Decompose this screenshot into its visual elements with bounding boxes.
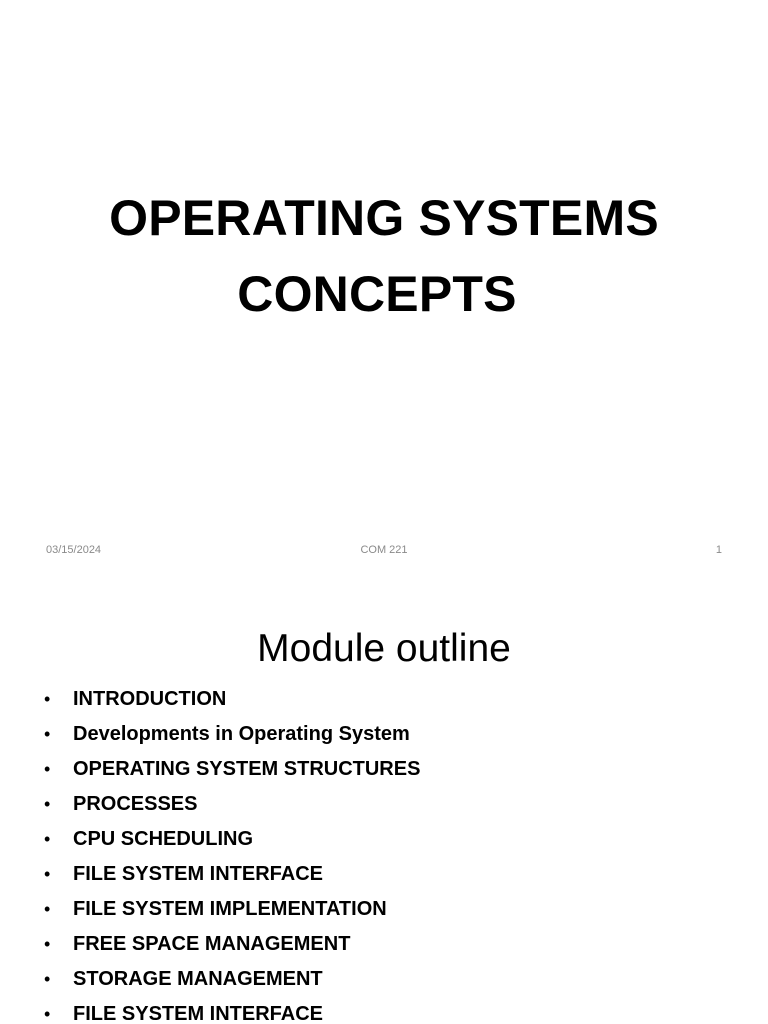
bullet-icon: •	[44, 864, 51, 884]
list-item	[44, 997, 420, 1024]
list-item-text: CPU SCHEDULING	[73, 828, 254, 850]
list-item-text: FILE SYSTEM INTERFACE	[73, 863, 324, 885]
bullet-icon: •	[44, 1004, 51, 1024]
bullet-icon: •	[44, 759, 51, 779]
list-item	[44, 787, 420, 822]
list-item	[44, 752, 420, 787]
list-item-text: OPERATING SYSTEM STRUCTURES	[73, 758, 421, 780]
bullet-icon: •	[44, 969, 51, 989]
list-item-text: INTRODUCTION	[73, 688, 227, 710]
footer-page-number: 1	[715, 544, 722, 556]
bullet-icon: •	[44, 934, 51, 954]
outline-heading: Module outline	[257, 627, 511, 670]
slide-title-line-2: CONCEPTS	[237, 266, 517, 322]
list-item-text: PROCESSES	[73, 793, 198, 815]
bullet-icon: •	[44, 724, 51, 744]
slide-title	[0, 180, 768, 332]
outline-list	[44, 682, 420, 1024]
list-item	[44, 857, 420, 892]
bullet-icon: •	[44, 829, 51, 849]
list-item-text: FREE SPACE MANAGEMENT	[73, 933, 351, 955]
list-item-text: FILE SYSTEM IMPLEMENTATION	[73, 898, 387, 920]
slide-title-line-1: OPERATING SYSTEMS	[109, 190, 659, 246]
list-item-text: STORAGE MANAGEMENT	[73, 968, 323, 990]
list-item	[44, 927, 420, 962]
list-item	[44, 717, 420, 752]
list-item	[44, 962, 420, 997]
outline-slide	[0, 576, 768, 1024]
footer-date: 03/15/2024	[46, 544, 102, 556]
list-item	[44, 682, 420, 717]
bullet-icon: •	[44, 689, 51, 709]
list-item	[44, 822, 420, 857]
bullet-icon: •	[44, 899, 51, 919]
bullet-icon: •	[44, 794, 51, 814]
list-item	[44, 892, 420, 927]
list-item-text: FILE SYSTEM INTERFACE	[73, 1003, 324, 1024]
list-item-text: Developments in Operating System	[73, 723, 410, 745]
footer-course: COM 221	[360, 544, 408, 556]
